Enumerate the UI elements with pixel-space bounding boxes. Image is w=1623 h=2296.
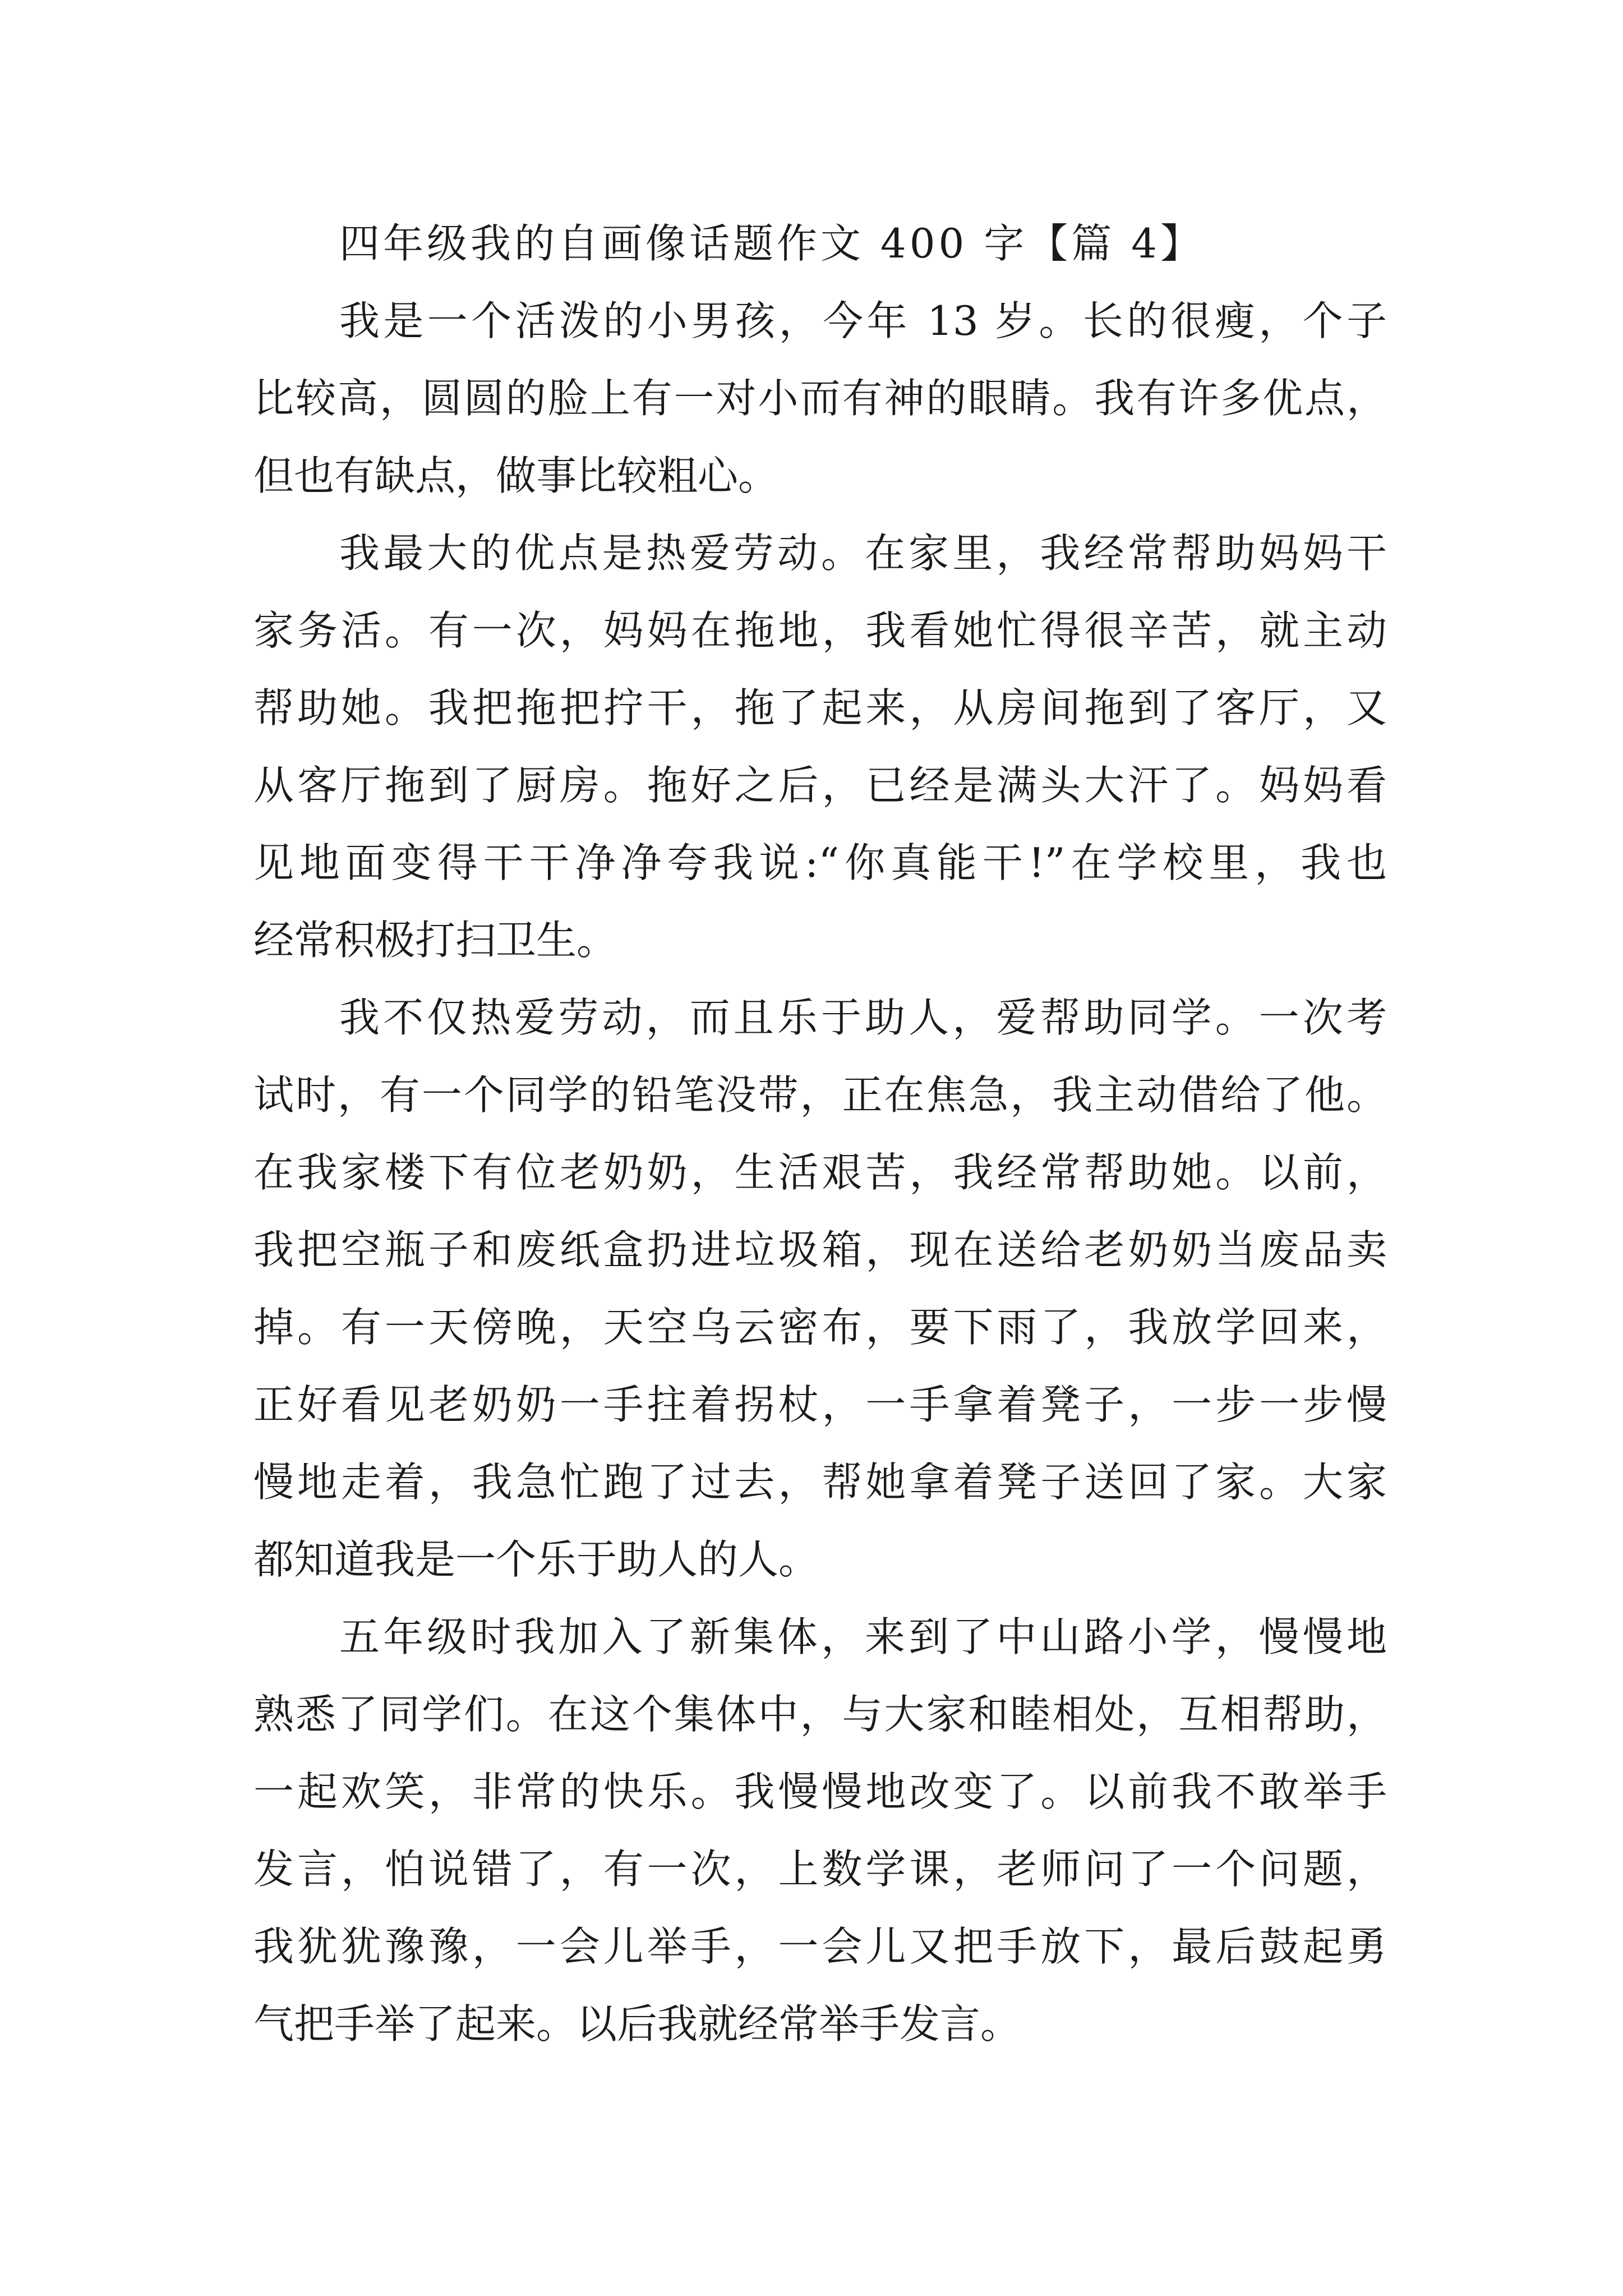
paragraph-line: 我不仅热爱劳动，而且乐于助人，爱帮助同学。一次考 [339,994,1387,1041]
paragraph-line: 在我家楼下有位老奶奶，生活艰苦，我经常帮助她。以前， [253,1149,1387,1196]
paragraph-line: 正好看见老奶奶一手拄着拐杖，一手拿着凳子，一步一步慢 [253,1381,1387,1428]
paragraph-line: 见地面变得干干净净夸我说:“你真能干!”在学校里，我也 [253,839,1387,886]
document-body [253,205,1387,2063]
paragraph-1 [253,282,1387,514]
paragraph-line: 五年级时我加入了新集体，来到了中山路小学，慢慢地 [339,1613,1387,1660]
paragraph-line: 慢地走着，我急忙跑了过去，帮她拿着凳子送回了家。大家 [253,1458,1387,1506]
document-title: 四年级我的自画像话题作文 400 字【篇 4】 [339,220,1204,267]
paragraph-line: 但也有缺点，做事比较粗心。 [253,452,779,499]
paragraph-line: 一起欢笑，非常的快乐。我慢慢地改变了。以前我不敢举手 [253,1768,1387,1815]
paragraph-line: 试时，有一个同学的铅笔没带，正在焦急，我主动借给了他。 [253,1071,1387,1119]
paragraph-line: 帮助她。我把拖把拧干，拖了起来，从房间拖到了客厅，又 [253,684,1387,731]
paragraph-line: 经常积极打扫卫生。 [253,917,617,964]
paragraph-line: 掉。有一天傍晚，天空乌云密布，要下雨了，我放学回来， [253,1304,1387,1351]
paragraph-line: 我是一个活泼的小男孩，今年 13 岁。长的很瘦，个子 [339,297,1387,344]
paragraph-4 [253,1598,1387,2063]
paragraph-line: 发言，怕说错了，有一次，上数学课，老师问了一个问题， [253,1846,1387,1893]
paragraph-line: 比较高，圆圆的脸上有一对小而有神的眼睛。我有许多优点， [253,375,1387,422]
paragraph-3 [253,979,1387,1598]
paragraph-line: 都知道我是一个乐于助人的人。 [253,1536,819,1583]
paragraph-line: 我犹犹豫豫，一会儿举手，一会儿又把手放下，最后鼓起勇 [253,1923,1387,1970]
paragraph-line: 从客厅拖到了厨房。拖好之后，已经是满头大汗了。妈妈看 [253,762,1387,809]
paragraph-line: 我最大的优点是热爱劳动。在家里，我经常帮助妈妈干 [339,530,1387,577]
paragraph-line: 气把手举了起来。以后我就经常举手发言。 [253,2000,1021,2047]
paragraph-line: 熟悉了同学们。在这个集体中，与大家和睦相处，互相帮助， [253,1691,1387,1738]
paragraph-2 [253,514,1387,979]
paragraph-line: 我把空瓶子和废纸盒扔进垃圾箱，现在送给老奶奶当废品卖 [253,1226,1387,1273]
paragraph-line: 家务活。有一次，妈妈在拖地，我看她忙得很辛苦，就主动 [253,607,1387,654]
